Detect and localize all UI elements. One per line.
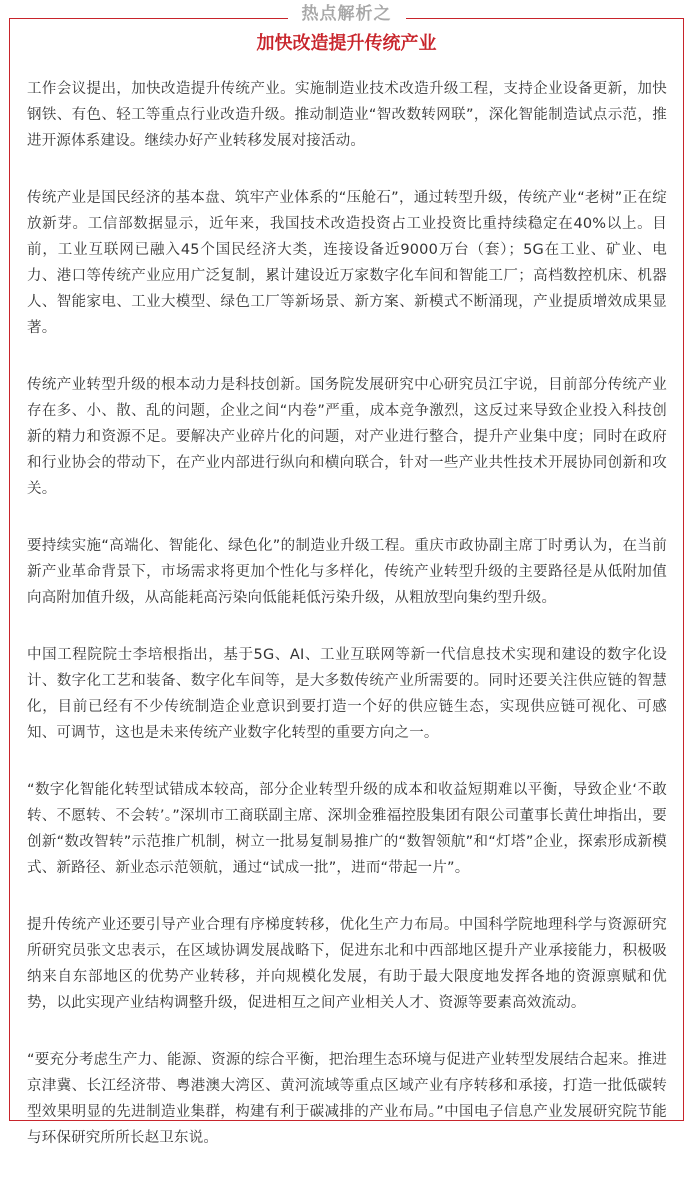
paragraph-7: 提升传统产业还要引导产业合理有序梯度转移，优化生产力布局。中国科学院地理科学与资源研究所研究员张文忠表示，在区域协调发展战略下，促进东北和中西部地区提升产业承接能力，积极吸纳来自东部地区的优势产业转移，并向规模化发展，有助于最大限度地发挥各地的资源禀赋和优势，以此实现产业结构调整升级，促进相互之间产业相关人才、资源等要素高效流动。 bbox=[27, 917, 667, 1011]
article-body bbox=[27, 76, 667, 1182]
paragraph-5: 中国工程院院士李培根指出，基于5G、AI、工业互联网等新一代信息技术实现和建设的数字化设计、数字化工艺和装备、数字化车间等，是大多数传统产业所需要的。同时还要关注供应链的智慧化，目前已经有不少传统制造企业意识到要打造一个好的供应链生态，实现供应链可视化、可感知、可调节，这也是未来传统产业数字化转型的重要方向之一。 bbox=[27, 647, 667, 741]
paragraph-3: 传统产业转型升级的根本动力是科技创新。国务院发展研究中心研究员江宇说，目前部分传统产业存在多、小、散、乱的问题，企业之间“内卷”严重，成本竞争激烈，这反过来导致企业投入科技创新的精力和资源不足。要解决产业碎片化的问题，对产业进行整合，提升产业集中度；同时在政府和行业协会的带动下，在产业内部进行纵向和横向联合，针对一些产业共性技术开展协同创新和攻关。 bbox=[27, 377, 667, 497]
paragraph-4: 要持续实施“高端化、智能化、绿色化”的制造业升级工程。重庆市政协副主席丁时勇认为，在当前新产业革命背景下，市场需求将更加个性化与多样化，传统产业转型升级的主要路径是从低附加值向高附加值升级，从高能耗高污染向低能耗低污染升级，从粗放型向集约型升级。 bbox=[27, 538, 667, 606]
kicker-wrap bbox=[0, 2, 693, 26]
title-wrap bbox=[0, 32, 693, 56]
section-kicker: 热点解析之 bbox=[288, 2, 406, 26]
paragraph-1: 工作会议提出，加快改造提升传统产业。实施制造业技术改造升级工程，支持企业设备更新，加快钢铁、有色、轻工等重点行业改造升级。推动制造业“智改数转网联”，深化智能制造试点示范，推进开源体系建设。继续办好产业转移发展对接活动。 bbox=[27, 81, 667, 149]
page-title bbox=[255, 32, 439, 56]
page-title-text: 加快改造提升传统产业 bbox=[256, 33, 437, 54]
paragraph-2: 传统产业是国民经济的基本盘、筑牢产业体系的“压舱石”，通过转型升级，传统产业“老树”正在绽放新芽。工信部数据显示，近年来，我国技术改造投资占工业投资比重持续稳定在40%以上。目前，工业互联网已融入45个国民经济大类，连接设备近9000万台（套）；5G在工业、矿业、电力、港口等传统产业应用广泛复制，累计建设近万家数字化车间和智能工厂；高档数控机床、机器人、智能家电、工业大模型、绿色工厂等新场景、新方案、新模式不断涌现，产业提质增效成果显著。 bbox=[27, 190, 667, 336]
paragraph-8: “要充分考虑生产力、能源、资源的综合平衡，把治理生态环境与促进产业转型发展结合起来。推进京津冀、长江经济带、粤港澳大湾区、黄河流域等重点区域产业有序转移和承接，打造一批低碳转型效果明显的先进制造业集群，构建有利于碳减排的产业布局。”中国电子信息产业发展研究院节能与环保研究所所长赵卫东说。 bbox=[27, 1052, 667, 1146]
paragraph-6: “数字化智能化转型试错成本较高，部分企业转型升级的成本和收益短期难以平衡，导致企业‘不敢转、不愿转、不会转’。”深圳市工商联副主席、深圳金雅福控股集团有限公司董事长黄仕坤指出，要创新“数改智转”示范推广机制，树立一批易复制易推广的“数智领航”和“灯塔”企业，探索形成新模式、新路径、新业态示范领航，通过“试成一批”，进而“带起一片”。 bbox=[27, 782, 667, 876]
